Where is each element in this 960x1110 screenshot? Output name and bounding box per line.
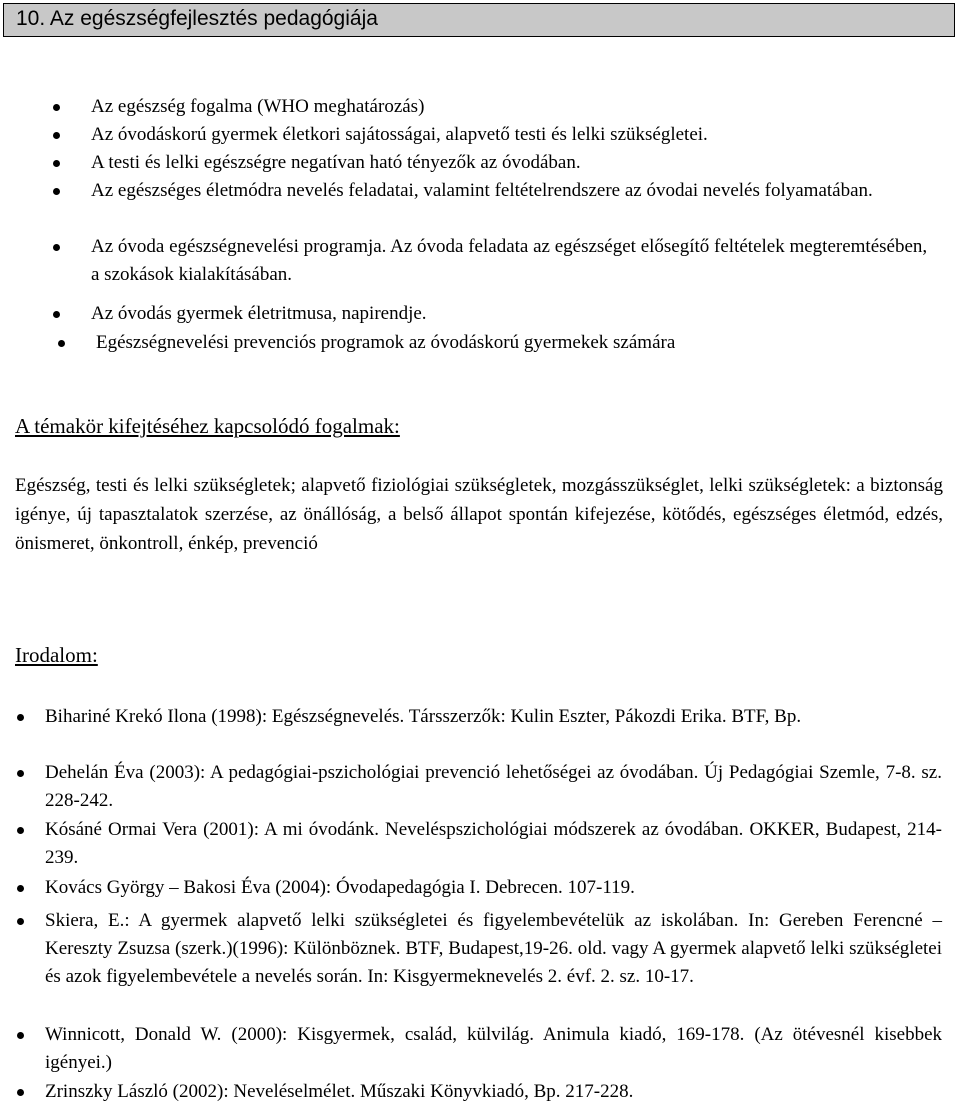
topic-item: Az óvoda egészségnevelési programja. Az óvoda feladata az egészséget elősegítő feltételek megteremtésében, a szokások kialakításában. — [91, 233, 936, 289]
topic-item: Egészségnevelési prevenciós programok az óvodáskorú gyermekek számára — [96, 329, 941, 357]
literature-item: Kósáné Ormai Vera (2001): A mi óvodánk. Neveléspszichológiai módszerek az óvodában. OKKER, Budapest, 214-239. — [45, 816, 942, 872]
literature-item: Kovács György – Bakosi Éva (2004): Óvodapedagógia I. Debrecen. 107-119. — [45, 874, 942, 902]
literature-item: Bihariné Krekó Ilona (1998): Egészségnevelés. Társszerzők: Kulin Eszter, Pákozdi Erika. BTF, Bp. — [45, 703, 942, 731]
literature-item: Zrinszky László (2002): Neveléselmélet. Műszaki Könyvkiadó, Bp. 217-228. — [45, 1078, 942, 1106]
literature-item: Winnicott, Donald W. (2000): Kisgyermek, család, külvilág. Animula kiadó, 169-178. (Az ötévesnél kisebbek igényei.) — [45, 1021, 942, 1077]
literature-item: Dehelán Éva (2003): A pedagógiai-pszichológiai prevenció lehetőségei az óvodában. Új Pedagógiai Szemle, 7-8. sz. 228-242. — [45, 759, 942, 815]
topic-item: A testi és lelki egészségre negatívan ható tényezők az óvodában. — [91, 149, 936, 177]
topic-item: Az egészséges életmódra nevelés feladatai, valamint feltételrendszere az óvodai nevelés folyamatában. — [91, 177, 936, 205]
concepts-text: Egészség, testi és lelki szükségletek; alapvető fiziológiai szükségletek, mozgásszükséglet, lelki szükségletek: a biztonság igénye, új tapasztalatok szerzése, az önállóság, a belső állapot spontán kifejezése, kötődés, egészséges életmód, edzés, önismeret, önkontroll, énkép, prevenció — [15, 475, 943, 554]
section-title-bar — [3, 3, 955, 37]
topic-item: Az egészség fogalma (WHO meghatározás) — [91, 93, 936, 121]
literature-item: Skiera, E.: A gyermek alapvető lelki szükségletei és figyelembevételük az iskolában. In: Gereben Ferencné – Kereszty Zsuzsa (szerk.)(1996): Különböznek. BTF, Budapest,19-26. old. vagy A gyermek alapvető lelki szükségletei és azok figyelembevétele a nevelés során. In: Kisgyermeknevelés 2. évf. 2. sz. 10-17. — [45, 907, 942, 991]
literature-heading: Irodalom: — [15, 643, 98, 667]
concepts-heading: A témakör kifejtéséhez kapcsolódó fogalmak: — [15, 414, 400, 438]
topic-item: Az óvodáskorú gyermek életkori sajátosságai, alapvető testi és lelki szükségletei. — [91, 121, 936, 149]
section-title: 10. Az egészségfejlesztés pedagógiája — [16, 7, 378, 30]
topic-item: Az óvodás gyermek életritmusa, napirendje. — [91, 300, 936, 328]
